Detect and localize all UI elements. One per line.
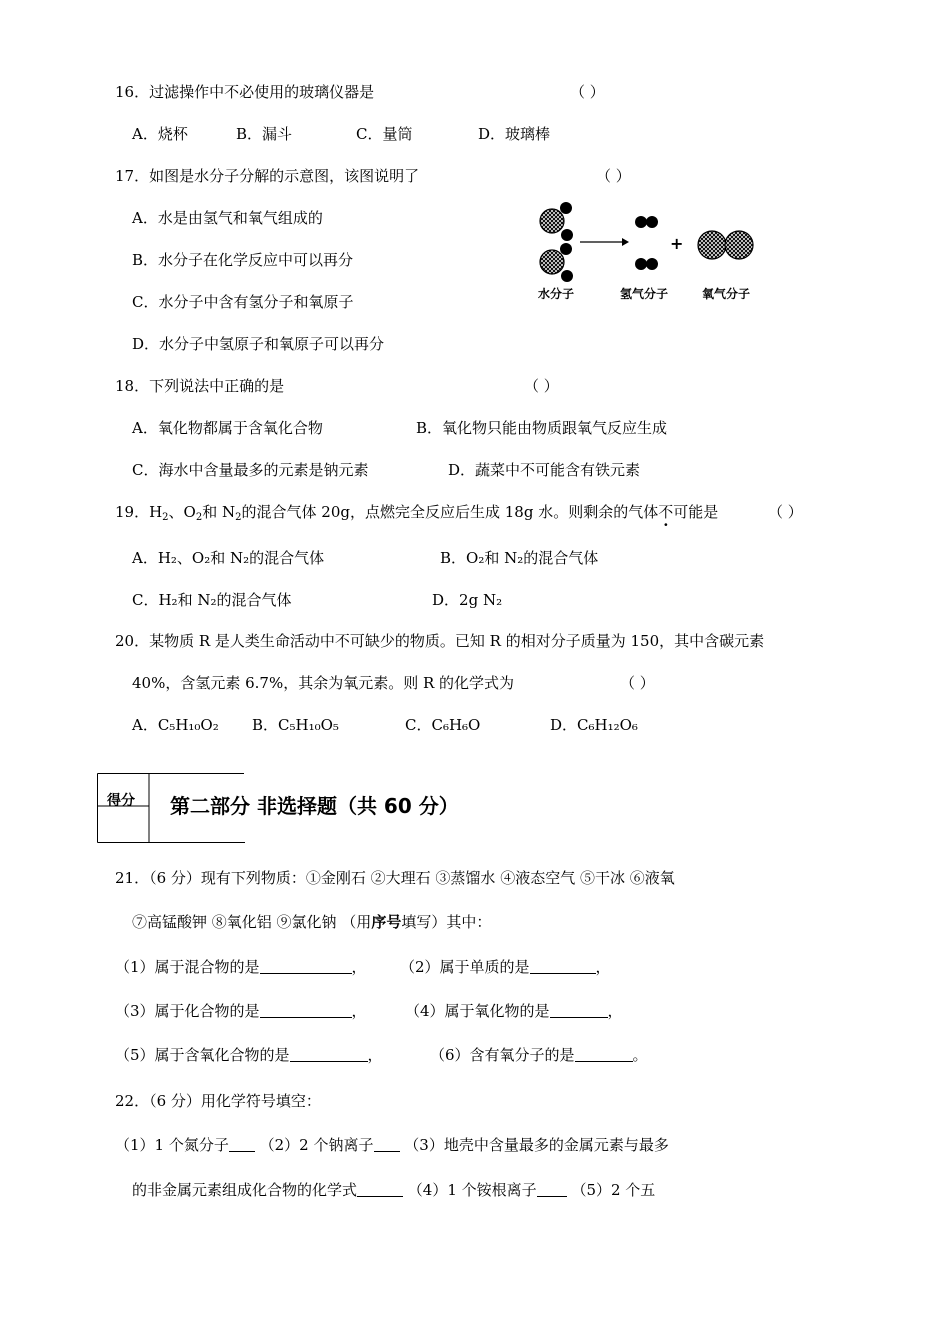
answer-blank[interactable] (260, 957, 352, 974)
q21-part-4: （4）属于氧化物的是 ， (405, 1002, 623, 1020)
q21-part-2: （2）属于单质的是 ， (400, 958, 611, 976)
answer-blank[interactable] (575, 1045, 633, 1062)
q18-option-a: A．氧化物都属于含氧化合物 (132, 419, 323, 437)
water-molecule-1 (540, 202, 573, 241)
q17-stem: 17．如图是水分子分解的示意图，该图说明了 (115, 167, 420, 185)
score-label: 得分 (107, 793, 135, 809)
answer-blank[interactable] (260, 1001, 352, 1018)
answer-blank[interactable] (537, 1180, 567, 1197)
q16-option-d: D．玻璃棒 (478, 125, 551, 143)
q19-option-b: B．O₂和 N₂的混合气体 (440, 549, 599, 567)
q19-option-a: A．H₂、O₂和 N₂的混合气体 (132, 549, 325, 567)
answer-blank[interactable] (550, 1001, 608, 1018)
water-decomposition-figure (530, 195, 770, 310)
q17-answer-paren: （ ） (596, 167, 631, 185)
q18-stem: 18．下列说法中正确的是 (115, 377, 285, 395)
q16-answer-paren: （ ） (570, 83, 605, 101)
label-oxygen-molecule: 氧气分子 (702, 287, 751, 301)
answer-blank[interactable] (290, 1045, 368, 1062)
answer-blank[interactable] (229, 1135, 255, 1152)
label-hydrogen-molecule: 氢气分子 (620, 287, 669, 301)
q21-part-5: （5）属于含氧化合物的是 ， (115, 1046, 383, 1064)
answer-blank[interactable] (357, 1180, 403, 1197)
q21-part-1: （1）属于混合物的是 ， (115, 958, 367, 976)
q22-line-2: （1）1 个氮分子 （2）2 个钠离子 （3）地壳中含量最多的金属元素与最多 (115, 1136, 669, 1154)
q20-answer-paren: （ ） (620, 674, 655, 692)
q17-option-a: A．水是由氢气和氧气组成的 (132, 209, 323, 227)
q16-option-b: B．漏斗 (236, 125, 293, 143)
section-title: 第二部分 非选择题（共 60 分） (170, 794, 459, 818)
q19-stem: 19．$H_2$、$O_2$和 $N_2$的混合气体 20g，点燃完全反应后生成 18g 水。则剩余的气体不可能是 (115, 503, 719, 523)
q17-option-b: B．水分子在化学反应中可以再分 (132, 251, 354, 269)
emphasis-dot: 不 (658, 503, 674, 521)
q18-option-c: C．海水中含量最多的元素是钠元素 (132, 461, 369, 479)
q19-answer-paren: （ ） (768, 503, 803, 521)
q16-stem: 16．过滤操作中不必使用的玻璃仪器是 (115, 83, 375, 101)
q20-stem-line2: 40%，含氢元素 6.7%，其余为氧元素。则 R 的化学式为 (132, 674, 515, 692)
q17-option-c: C．水分子中含有氢分子和氧原子 (132, 293, 354, 311)
q18-option-d: D．蔬菜中不可能含有铁元素 (448, 461, 641, 479)
q21-stem-line2: ⑦高锰酸钾 ⑧氧化铝 ⑨氯化钠 （用序号填写）其中： (132, 913, 492, 931)
q20-option-a: A．C₅H₁₀O₂ (132, 716, 219, 734)
q17-option-d: D．水分子中氢原子和氧原子可以再分 (132, 335, 385, 353)
answer-blank[interactable] (530, 957, 596, 974)
reaction-arrow (580, 238, 629, 246)
q21-part-6: （6）含有氧分子的是 。 (430, 1046, 648, 1064)
q19-option-d: D．2g N₂ (432, 591, 503, 609)
q20-option-b: B．C₅H₁₀O₅ (252, 716, 339, 734)
oxygen-molecule (698, 231, 753, 259)
q22-line-3: 的非金属元素组成化合物的化学式 （4）1 个铵根离子 （5）2 个五 (132, 1181, 656, 1199)
water-molecule-2 (540, 243, 573, 282)
q18-answer-paren: （ ） (524, 377, 559, 395)
q22-stem: 22．（6 分）用化学符号填空： (115, 1092, 321, 1110)
q18-option-b: B．氧化物只能由物质跟氧气反应生成 (416, 419, 668, 437)
q20-stem-line1: 20．某物质 R 是人类生命活动中不可缺少的物质。已知 R 的相对分子质量为 150，其中含碳元素 (115, 632, 765, 650)
q21-stem-line1: 21．（6 分）现有下列物质：①金刚石 ②大理石 ③蒸馏水 ④液态空气 ⑤干冰 ⑥液氧 (115, 869, 675, 887)
q16-option-a: A．烧杯 (132, 125, 188, 143)
q21-part-3: （3）属于化合物的是 ， (115, 1002, 367, 1020)
hydrogen-molecule-1 (635, 216, 658, 228)
q20-option-c: C．C₆H₆O (405, 716, 481, 734)
label-water-molecule: 水分子 (538, 287, 575, 301)
plus-sign: + (670, 234, 684, 253)
hydrogen-molecule-2 (635, 258, 658, 270)
q16-option-c: C．量筒 (356, 125, 413, 143)
answer-blank[interactable] (374, 1135, 400, 1152)
q19-option-c: C．H₂和 N₂的混合气体 (132, 591, 292, 609)
q20-option-d: D．C₆H₁₂O₆ (550, 716, 638, 734)
